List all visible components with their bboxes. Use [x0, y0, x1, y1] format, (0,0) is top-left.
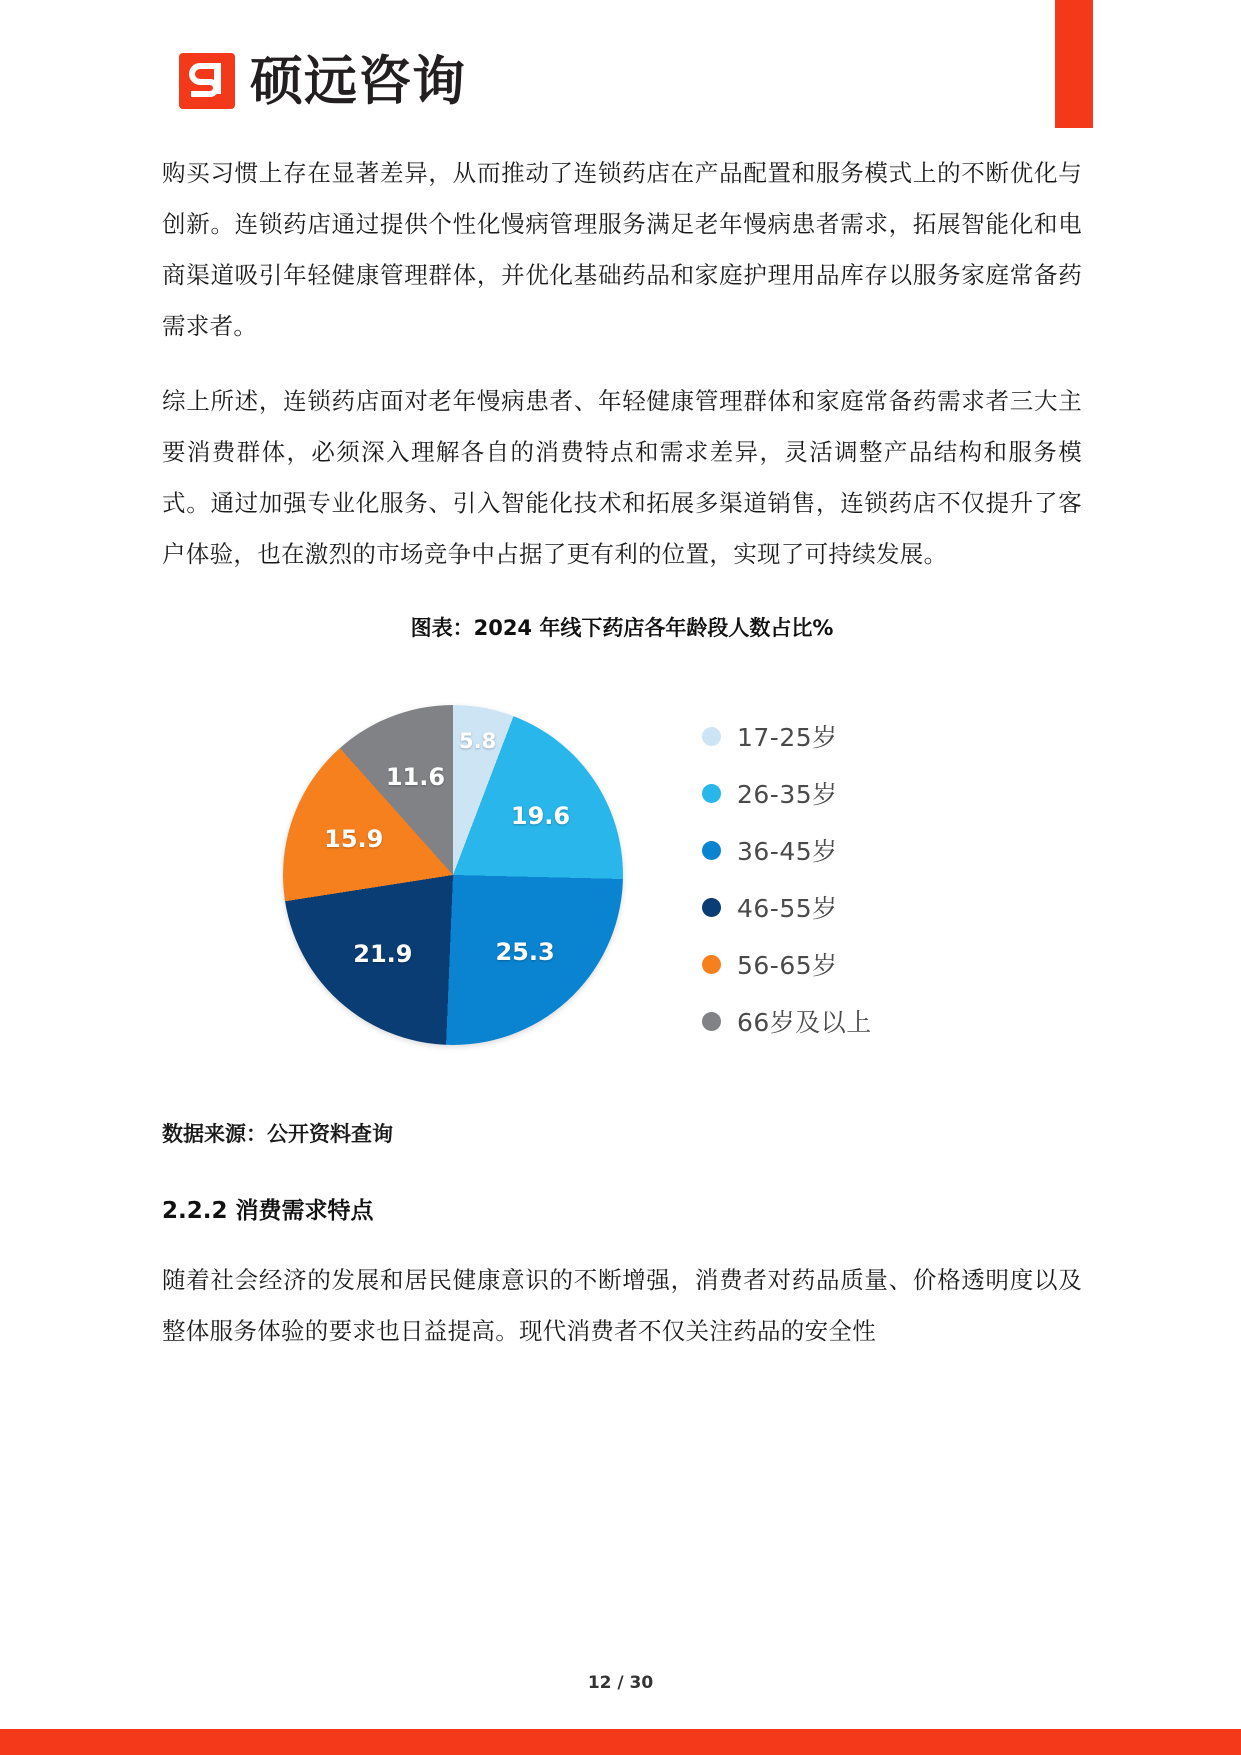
pie-chart [162, 672, 1082, 1082]
slice-label-56-65: 15.9 [324, 825, 384, 854]
section-heading: 2.2.2 消费需求特点 [162, 1198, 374, 1224]
slice-label-36-45: 25.3 [495, 937, 555, 966]
legend-label: 36-45岁 [737, 837, 838, 866]
decorative-bar-bottom [0, 1729, 1241, 1755]
legend-swatch-icon [702, 784, 721, 803]
slice-label-46-55: 21.9 [353, 939, 413, 968]
pie-disc [283, 705, 623, 1045]
legend-label: 26-35岁 [737, 780, 838, 809]
legend-item [702, 832, 872, 868]
legend-item [702, 946, 872, 982]
legend-label: 17-25岁 [737, 723, 838, 752]
slice-label-17-25: 5.8 [459, 729, 497, 754]
legend-swatch-icon [702, 955, 721, 974]
pie-graphic [258, 680, 648, 1070]
chart-legend [702, 718, 872, 1039]
legend-swatch-icon [702, 1012, 721, 1031]
page-footer: 12 / 30 [587, 1673, 654, 1693]
paragraph-2: 综上所述，连锁药店面对老年慢病患者、年轻健康管理群体和家庭常备药需求者三大主要消费群体，必须深入理解各自的消费特点和需求差异，灵活调整产品结构和服务模式。通过加强专业化服务、引入智能化技术和拓展多渠道销售，连锁药店不仅提升了客户体验，也在激烈的市场竞争中占据了更有利的位置，实现了可持续发展。 [162, 387, 1082, 568]
legend-label: 66岁及以上 [737, 1008, 872, 1037]
paragraph-3: 随着社会经济的发展和居民健康意识的不断增强，消费者对药品质量、价格透明度以及整体服务体验的要求也日益提高。现代消费者不仅关注药品的安全性 [162, 1266, 1082, 1345]
data-source-note: 数据来源：公开资料查询 [162, 1122, 393, 1146]
slice-label-26-35: 19.6 [510, 802, 571, 831]
logo-mark-icon [178, 52, 236, 110]
legend-label: 56-65岁 [737, 951, 838, 980]
decorative-bar-top-right [1055, 0, 1093, 128]
brand-logo [178, 52, 466, 110]
brand-name: 硕远咨询 [250, 50, 466, 112]
legend-swatch-icon [702, 727, 721, 746]
legend-item [702, 889, 872, 925]
legend-swatch-icon [702, 841, 721, 860]
slice-label-66-plus: 11.6 [385, 762, 446, 791]
legend-item [702, 1003, 872, 1039]
legend-label: 46-55岁 [737, 894, 838, 923]
legend-item [702, 718, 872, 754]
legend-swatch-icon [702, 898, 721, 917]
legend-item [702, 775, 872, 811]
document-content [162, 148, 1082, 1381]
paragraph-1: 购买习惯上存在显著差异，从而推动了连锁药店在产品配置和服务模式上的不断优化与创新。连锁药店通过提供个性化慢病管理服务满足老年慢病患者需求，拓展智能化和电商渠道吸引年轻健康管理群体，并优化基础药品和家庭护理用品库存以服务家庭常备药需求者。 [162, 159, 1082, 340]
chart-title: 图表：2024 年线下药店各年龄段人数占比% [410, 616, 834, 640]
